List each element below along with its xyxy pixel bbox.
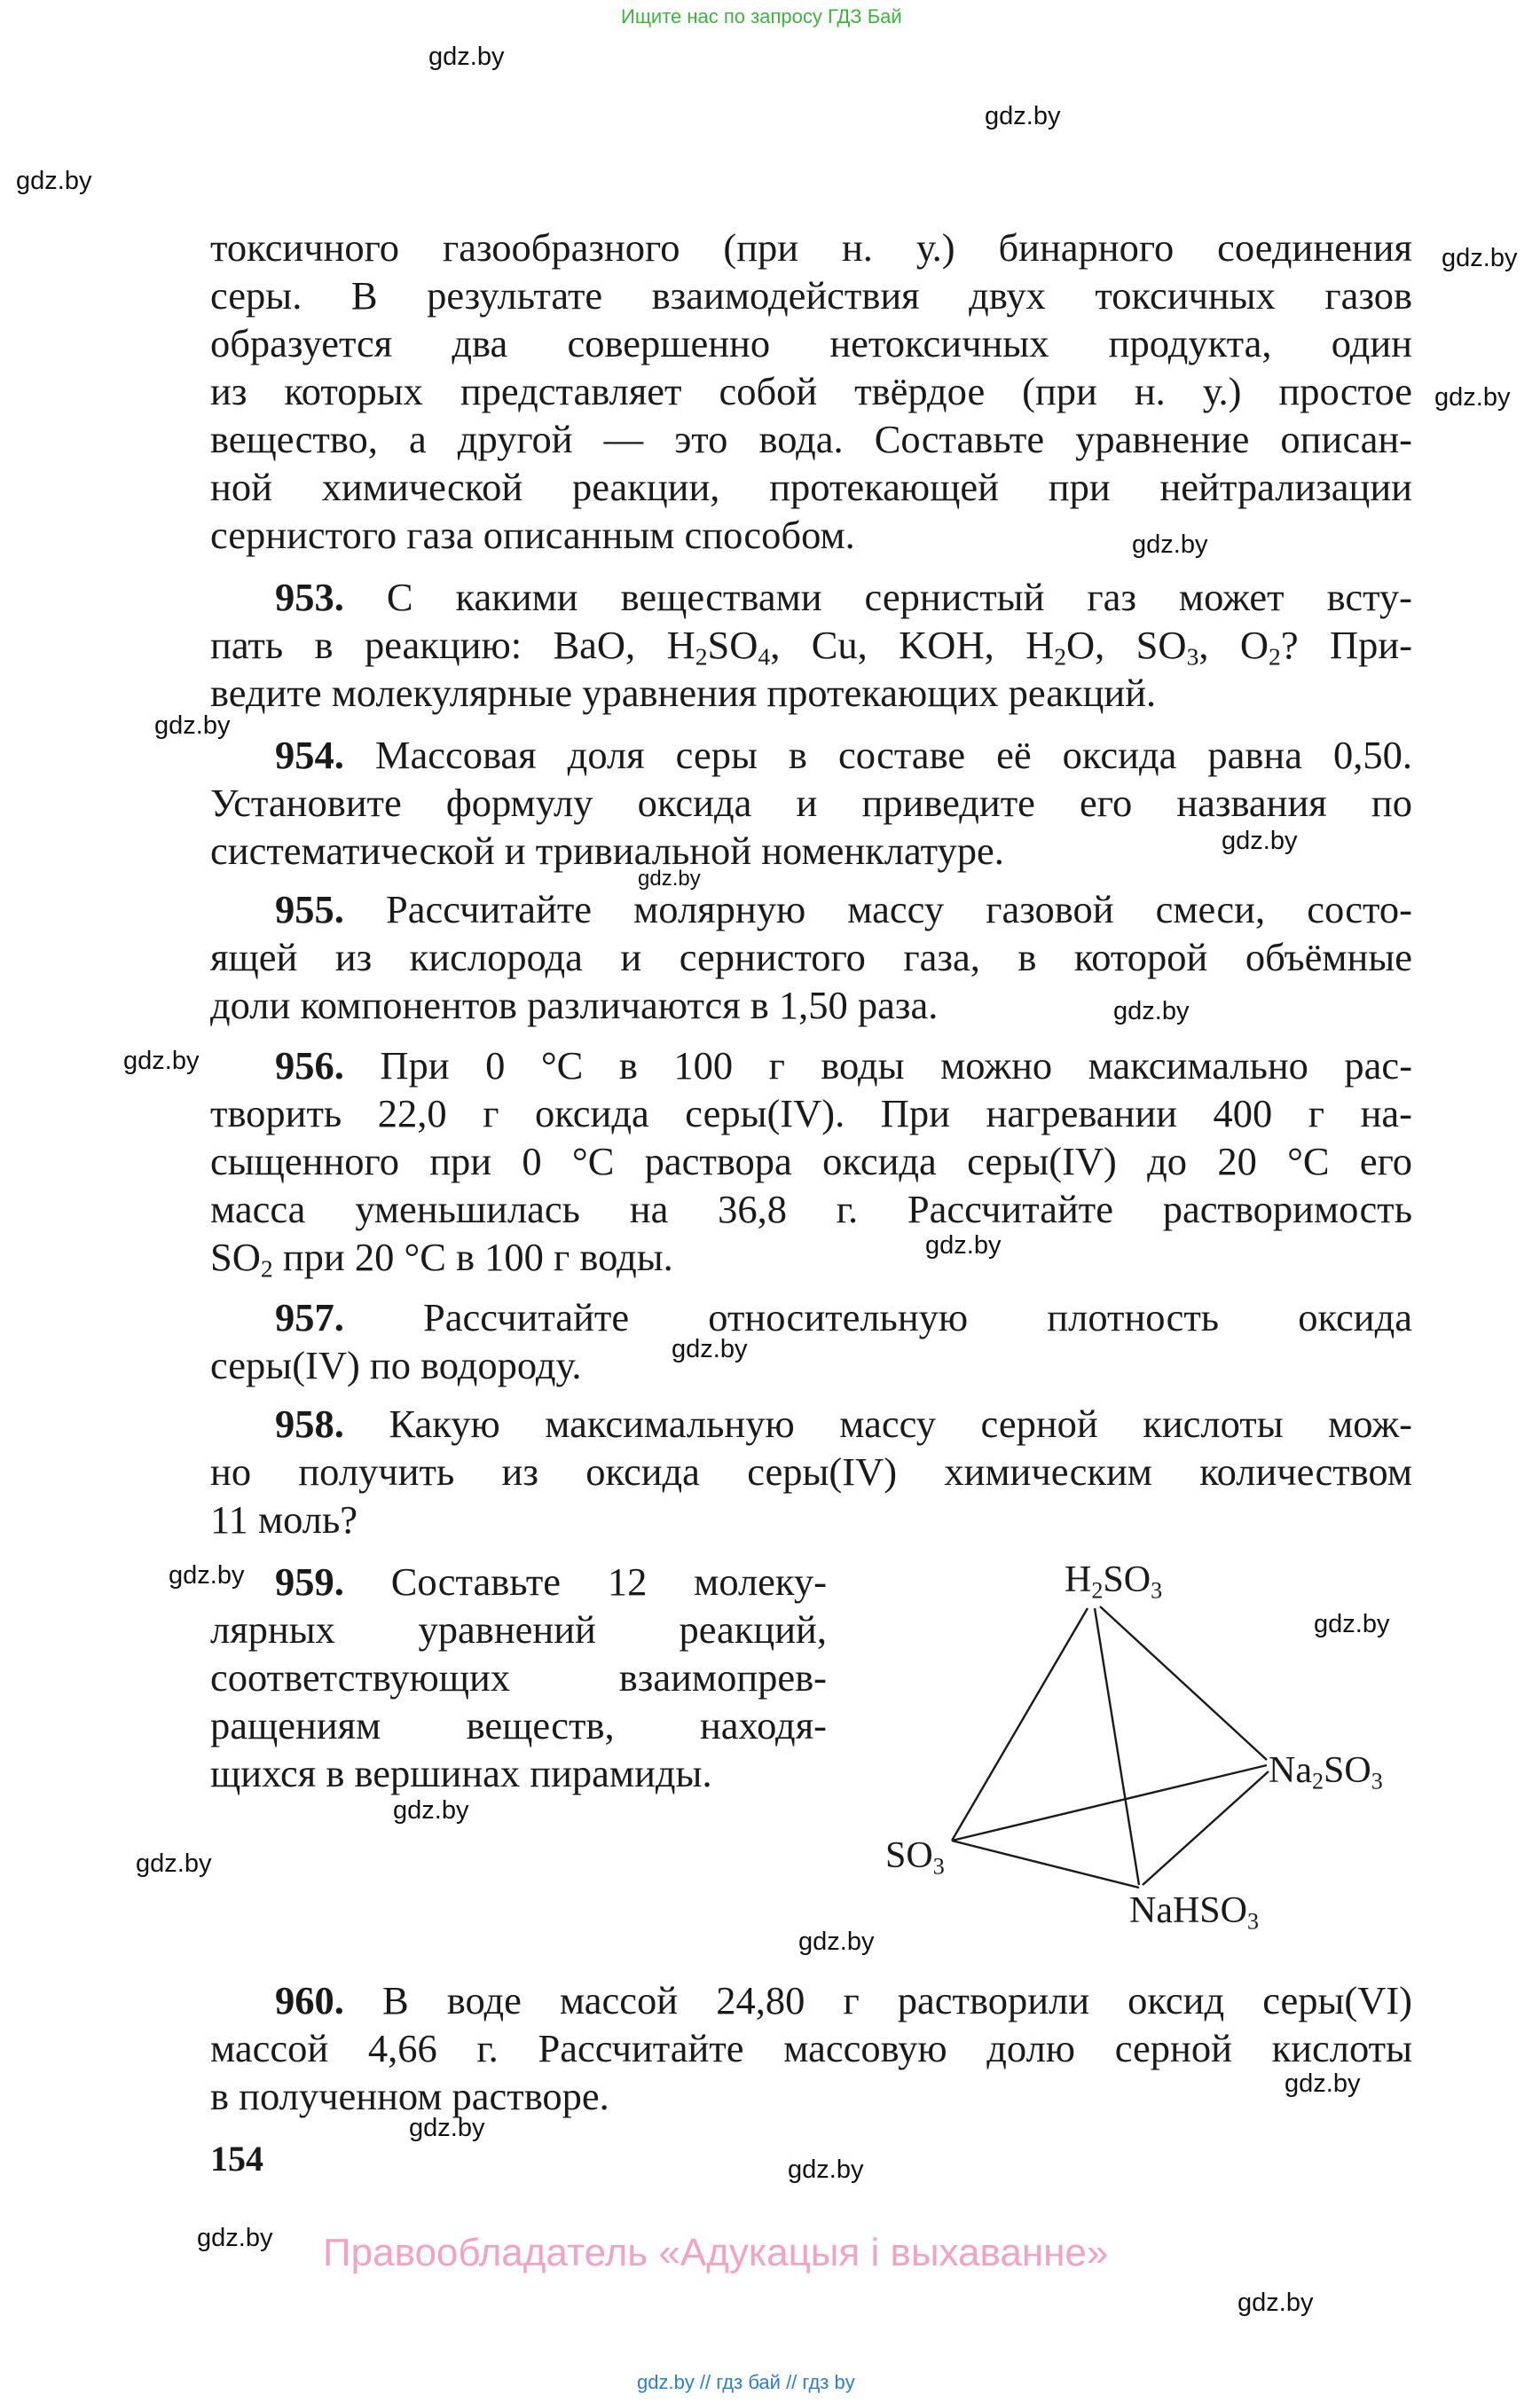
watermark: gdz.by: [428, 43, 505, 71]
text-line: сернистого газа описанным способом.: [210, 513, 855, 557]
problem-958: 958. Какую максимальную массу серной кислоты мож- но получить из оксида серы(IV) химическим количеством 11 моль?: [210, 1402, 1412, 1542]
watermark: gdz.by: [154, 711, 231, 740]
watermark: gdz.by: [393, 1796, 469, 1825]
watermark: gdz.by: [16, 167, 92, 195]
watermark: gdz.by: [788, 2156, 864, 2184]
watermark: gdz.by: [672, 1335, 748, 1363]
problem-number: 959.: [275, 1559, 344, 1604]
problem-954: 954. Массовая доля серы в составе её оксида равна 0,50. Установите формулу оксида и приведите его названия по систематической и тривиальной номенклатуре.: [210, 733, 1413, 873]
text-line: из которых представляет собой твёрдое (при н. у.) простое: [210, 369, 1412, 413]
problem-number: 957.: [275, 1295, 344, 1339]
watermark: gdz.by: [1113, 997, 1190, 1025]
edge-top-right: [1100, 1606, 1267, 1760]
problem-957: 957. Рассчитайте относительную плотность оксида серы(IV) по водороду.: [210, 1295, 1412, 1387]
problem-number: 958.: [275, 1402, 344, 1446]
footer-links[interactable]: gdz.by // гдз бай // гдз by: [637, 2371, 855, 2393]
watermark: gdz.by: [1314, 1610, 1390, 1638]
problem-number: 953.: [275, 575, 344, 619]
formula-na2so3: $Na_2SO_3$: [1269, 1750, 1383, 1794]
edge-left-right: [952, 1765, 1267, 1841]
watermark: gdz.by: [409, 2114, 485, 2142]
problem-number: 960.: [275, 1978, 344, 2022]
edge-bottom-right: [1143, 1771, 1269, 1885]
watermark: gdz.by: [638, 867, 701, 891]
text-line: образуется два совершенно нетоксичных продукта, один: [210, 321, 1412, 365]
problem-number: 954.: [275, 733, 344, 777]
watermark: gdz.by: [169, 1561, 245, 1590]
problem-960: 960. В воде массой 24,80 г растворили оксид серы(VI) массой 4,66 г. Рассчитайте массовую долю серной кислоты в полученном растворе.: [210, 1978, 1412, 2118]
top-banner[interactable]: Ищите нас по запросу ГДЗ Бай: [621, 5, 902, 27]
watermark: gdz.by: [1285, 2069, 1361, 2098]
watermark: gdz.by: [798, 1928, 875, 1956]
problem-number: 955.: [275, 887, 344, 931]
watermark: gdz.by: [123, 1047, 200, 1075]
problem-956: 956. При 0 °C в 100 г воды можно максимально рас- творить 22,0 г оксида серы(IV). При нагревании 400 г на- сыщенного при 0 °C раствора оксида серы(IV) до 20 °C его масса уменьшилась на 36,8 г. Рассчитайте растворимость $SO_2$ при 20 °C в 100 г воды.: [210, 1043, 1413, 1283]
formula-h2so3: $H_2SO_3$: [1065, 1559, 1163, 1604]
text-line: ной химической реакции, протекающей при нейтрализации: [210, 465, 1412, 509]
text-line: токсичного газообразного (при н. у.) бинарного соединения: [210, 225, 1412, 270]
formula-so3: $SO_3$: [885, 1835, 945, 1880]
copyright-notice: Правообладатель «Адукацыя і выхаванне»: [323, 2231, 1109, 2274]
problem-959: 959. Составьте 12 молеку- лярных уравнений реакций, соответствующих взаимопрев- ращениям веществ, находя- щихся в вершинах пирамиды.: [210, 1559, 827, 1795]
text-line: вещество, а другой — это вода. Составьте уравнение описан-: [210, 417, 1412, 461]
problem-953: 953. С какими веществами сернистый газ может всту- пать в реакцию: BaO, $H_2SO_4$, Cu, KOH, $H_2O$, $SO_3$, $O_2$? При- ведите молекулярные уравнения протекающих реакций.: [210, 575, 1412, 715]
watermark: gdz.by: [1132, 530, 1208, 559]
watermark: gdz.by: [1442, 244, 1518, 272]
watermark: gdz.by: [136, 1849, 212, 1878]
watermark: gdz.by: [1434, 383, 1511, 412]
formula-nahso3: NaHSO$_3$: [1129, 1890, 1260, 1935]
watermark: gdz.by: [925, 1231, 1002, 1260]
watermark: gdz.by: [985, 102, 1061, 130]
watermark: gdz.by: [1238, 2289, 1314, 2317]
edge-top-bottom: [1095, 1608, 1139, 1885]
text-line: серы. В результате взаимодействия двух токсичных газов: [210, 273, 1412, 318]
edge-top-left: [952, 1608, 1088, 1841]
problem-number: 956.: [275, 1043, 344, 1088]
watermark: gdz.by: [197, 2224, 273, 2252]
watermark: gdz.by: [1222, 827, 1298, 855]
edge-left-bottom: [952, 1841, 1139, 1888]
problem-955: 955. Рассчитайте молярную массу газовой смеси, состо- ящей из кислорода и сернистого газа, в которой объёмные доли компонентов различаются в 1,50 раза.: [210, 887, 1412, 1027]
page-number: 154: [210, 2139, 263, 2179]
